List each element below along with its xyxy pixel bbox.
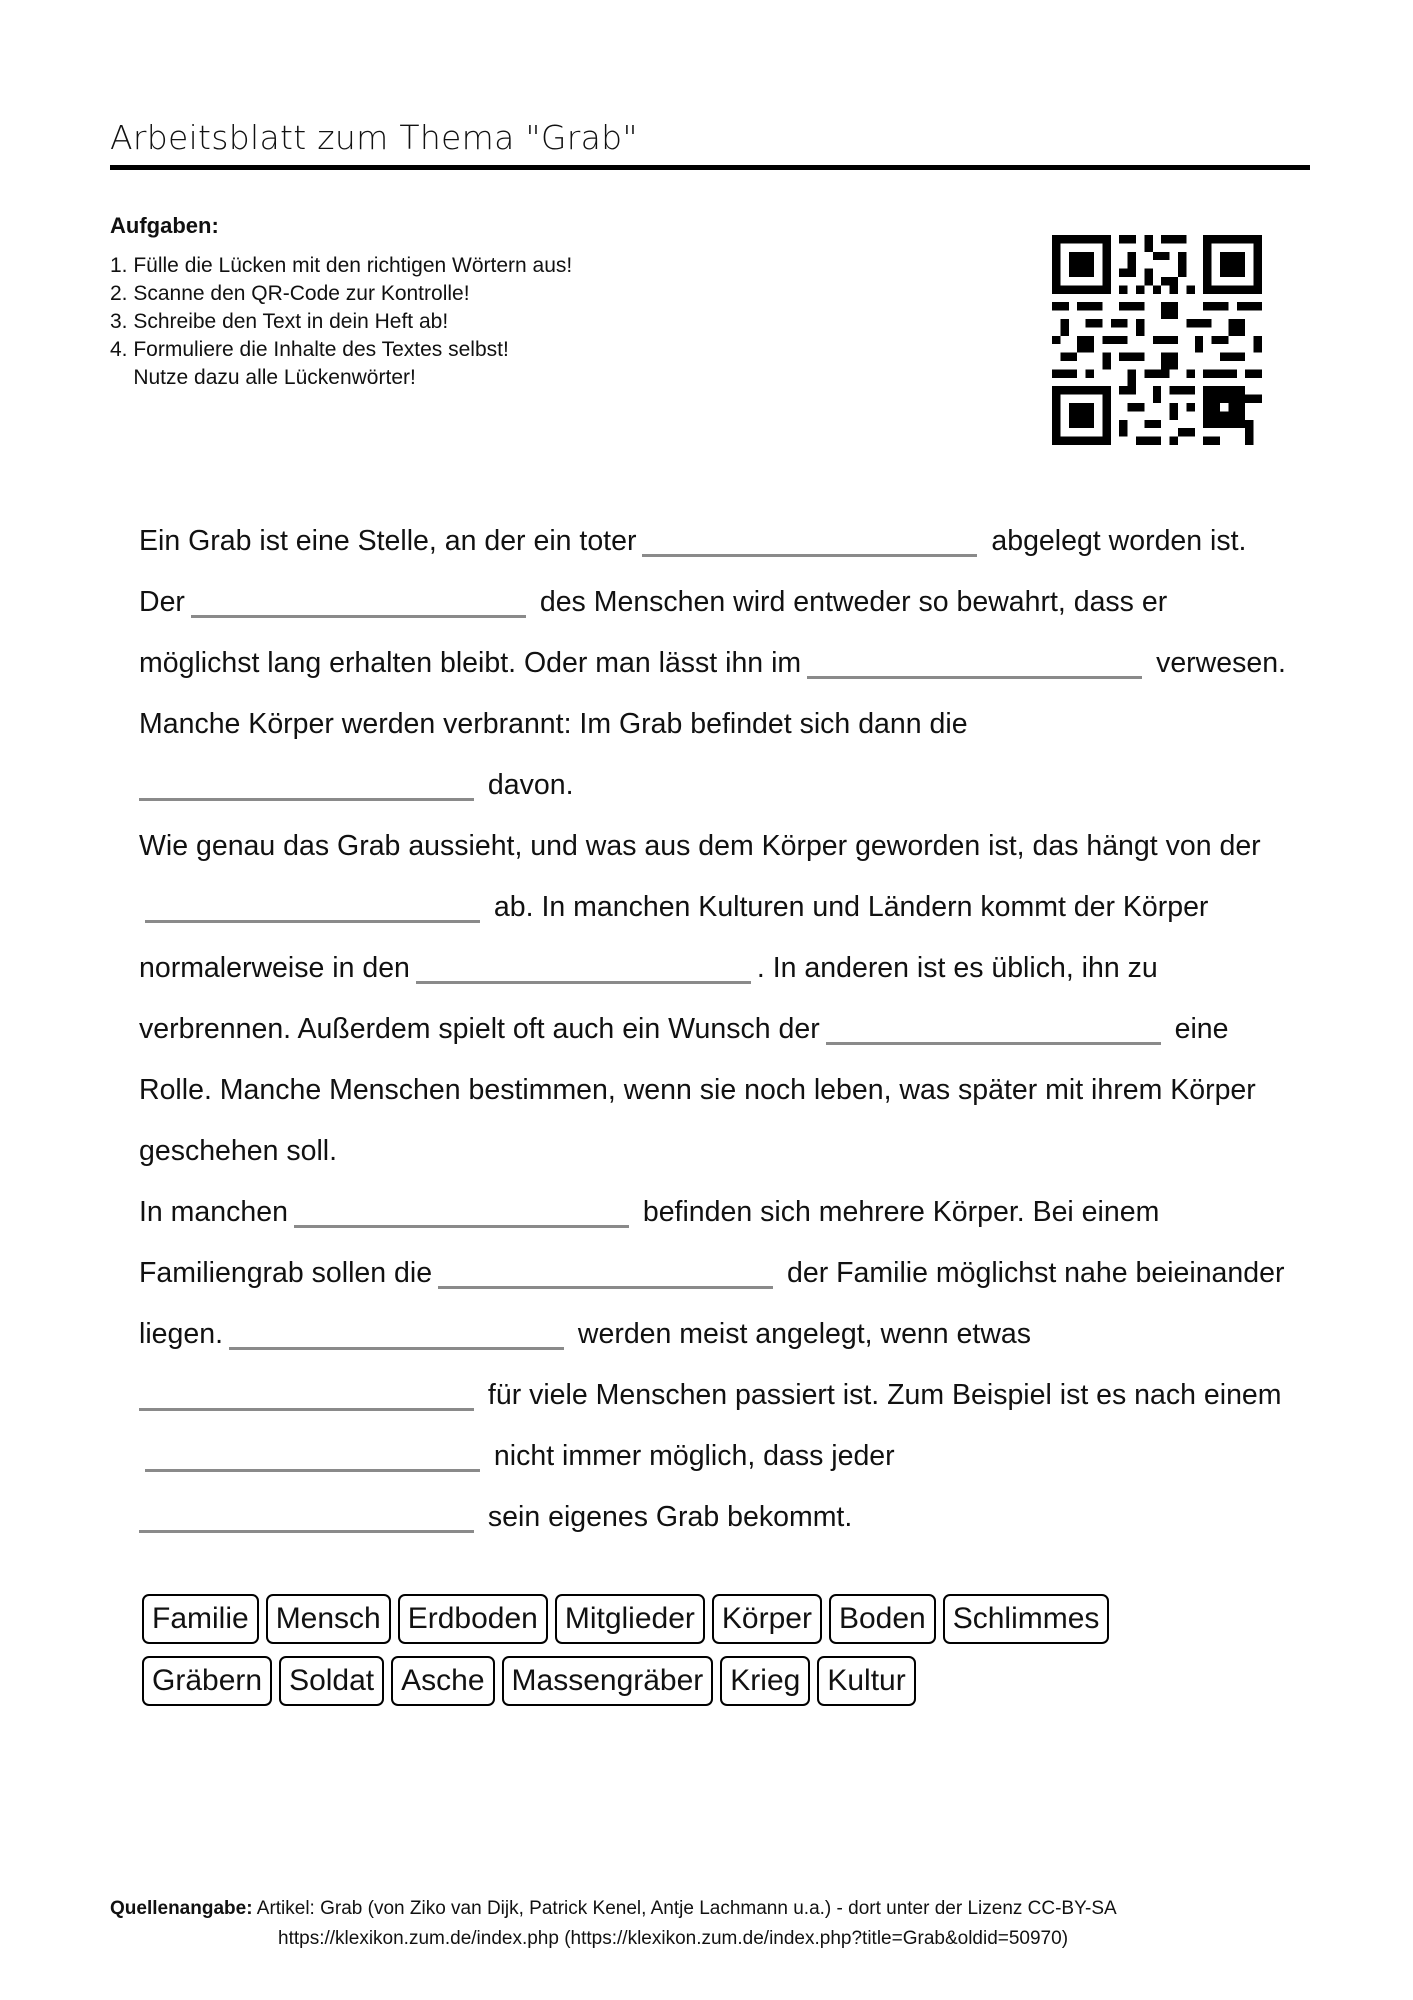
word-chip[interactable]: Massengräber: [502, 1656, 714, 1706]
task-item: Nutze dazu alle Lückenwörter!: [110, 366, 416, 389]
title-underline: [110, 165, 1310, 170]
text-segment: werden meist angelegt, wenn etwas: [577, 1318, 1031, 1350]
word-chip[interactable]: Boden: [829, 1594, 936, 1644]
text-segment: abgelegt worden ist. Der: [139, 525, 1247, 618]
word-chip[interactable]: Körper: [712, 1594, 822, 1644]
word-chip[interactable]: Kultur: [817, 1656, 915, 1706]
blank-gap[interactable]: [438, 1256, 773, 1289]
blank-gap[interactable]: [416, 951, 751, 984]
source-label: Quellenangabe:: [110, 1898, 253, 1919]
blank-gap[interactable]: [826, 1012, 1161, 1045]
qr-code-icon[interactable]: [1052, 235, 1262, 445]
word-bank: [142, 1594, 1292, 1718]
text-segment: In manchen: [139, 1196, 288, 1228]
task-item: 3. Schreibe den Text in dein Heft ab!: [110, 310, 449, 333]
paragraph: [139, 816, 1289, 1182]
text-segment: eine Rolle. Manche Menschen bestimmen, wenn sie noch leben, was später mit ihrem Körper geschehen soll.: [139, 1013, 1256, 1167]
text-segment: des Menschen wird entweder so bewahrt, dass er möglichst lang erhalten bleibt. Oder man lässt ihn im: [139, 586, 1168, 679]
paragraph: [139, 511, 1289, 816]
task-list: [110, 252, 572, 392]
tasks-heading: Aufgaben:: [110, 213, 219, 238]
word-chip[interactable]: Asche: [391, 1656, 494, 1706]
blank-gap[interactable]: [145, 890, 480, 923]
blank-gap[interactable]: [139, 768, 474, 801]
word-chip[interactable]: Mensch: [266, 1594, 391, 1644]
cloze-text: [139, 511, 1289, 1548]
source-url[interactable]: https://klexikon.zum.de/index.php (https://klexikon.zum.de/index.php?title=Grab&oldid=50970): [278, 1928, 1069, 1949]
text-segment: nicht immer möglich, dass jeder: [493, 1440, 895, 1472]
text-segment: für viele Menschen passiert ist. Zum Beispiel ist es nach einem: [487, 1379, 1282, 1411]
blank-gap[interactable]: [145, 1439, 480, 1472]
word-chip[interactable]: Krieg: [720, 1656, 810, 1706]
word-bank-row: [142, 1594, 1292, 1656]
word-bank-row: [142, 1656, 1292, 1718]
text-segment: Wie genau das Grab aussieht, und was aus dem Körper geworden ist, das hängt von der: [139, 830, 1261, 862]
source-article: Artikel: Grab (von Ziko van Dijk, Patrick Kenel, Antje Lachmann u.a.) - dort unter der Lizenz CC-BY-SA: [256, 1898, 1117, 1919]
text-segment: sein eigenes Grab bekommt.: [487, 1501, 853, 1533]
word-chip[interactable]: Familie: [142, 1594, 259, 1644]
blank-gap[interactable]: [642, 524, 977, 557]
text-segment: der Familie möglichst nahe beieinander liegen.: [139, 1257, 1285, 1350]
blank-gap[interactable]: [139, 1500, 474, 1533]
blank-gap[interactable]: [229, 1317, 564, 1350]
text-segment: ab. In manchen Kulturen und Ländern kommt der Körper normalerweise in den: [139, 891, 1209, 984]
task-item: 1. Fülle die Lücken mit den richtigen Wörtern aus!: [110, 254, 573, 277]
text-segment: Ein Grab ist eine Stelle, an der ein toter: [139, 525, 637, 557]
text-segment: befinden sich mehrere Körper. Bei einem Familiengrab sollen die: [139, 1196, 1160, 1289]
word-chip[interactable]: Gräbern: [142, 1656, 272, 1706]
paragraph: [139, 1182, 1289, 1548]
task-item: 2. Scanne den QR-Code zur Kontrolle!: [110, 282, 470, 305]
blank-gap[interactable]: [139, 1378, 474, 1411]
word-chip[interactable]: Soldat: [279, 1656, 384, 1706]
word-chip[interactable]: Schlimmes: [943, 1594, 1110, 1644]
task-item: 4. Formuliere die Inhalte des Textes selbst!: [110, 338, 509, 361]
blank-gap[interactable]: [807, 646, 1142, 679]
word-chip[interactable]: Erdboden: [398, 1594, 548, 1644]
text-segment: verwesen. Manche Körper werden verbrannt: Im Grab befindet sich dann die: [139, 647, 1286, 740]
word-chip[interactable]: Mitglieder: [555, 1594, 705, 1644]
blank-gap[interactable]: [294, 1195, 629, 1228]
source-attribution: [110, 1894, 1117, 1954]
text-segment: davon.: [487, 769, 574, 801]
worksheet-title: Arbeitsblatt zum Thema "Grab": [110, 118, 638, 157]
text-segment: . In anderen ist es üblich, ihn zu verbrennen. Außerdem spielt oft auch ein Wunsch der: [139, 952, 1158, 1045]
blank-gap[interactable]: [191, 585, 526, 618]
